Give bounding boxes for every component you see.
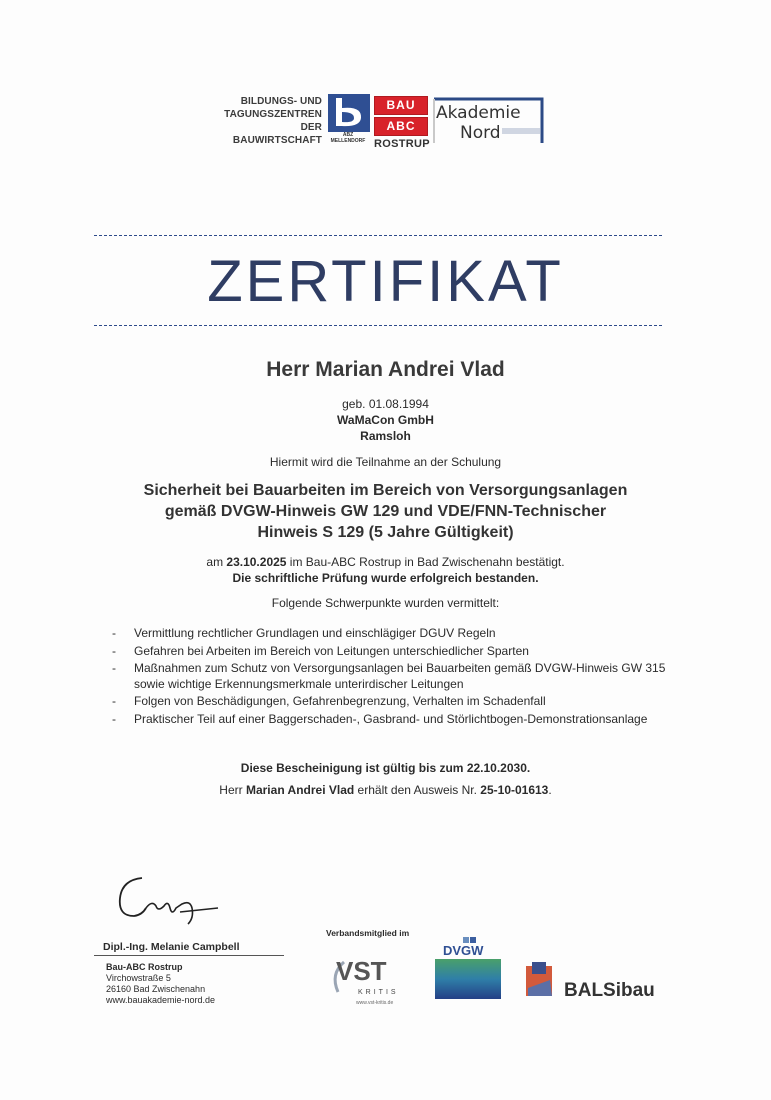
ausweis-line [0, 783, 771, 797]
organization-text [222, 95, 322, 147]
akademie-nord-logo [432, 97, 544, 145]
org-line-1: BILDUNGS- UND [240, 96, 322, 107]
vst-sub-text: KRITIS [358, 989, 399, 996]
course-line-2: gemäß DVGW-Hinweis GW 129 und VDE/FNN-Technischer [164, 503, 607, 520]
course-title [0, 480, 771, 543]
bals-text: BALSibau [564, 980, 655, 1000]
certificate-title: ZERTIFIKAT [207, 249, 564, 314]
bullet-dash: - [112, 626, 116, 640]
dvgw-text: DVGW [443, 943, 484, 958]
birth-date: geb. 01.08.1994 [342, 397, 429, 411]
course-line-1: Sicherheit bei Bauarbeiten im Bereich von Versorgungsanlagen [143, 482, 628, 499]
date-suffix: im Bau-ABC Rostrup in Bad Zwischenahn bestätigt. [286, 555, 565, 569]
ausweis-middle: erhält den Ausweis Nr. [354, 783, 481, 797]
vst-kritis-logo [326, 944, 416, 1008]
ausweis-name: Marian Andrei Vlad [245, 783, 355, 797]
abz-caption-line-2: MELLENDORF [330, 138, 366, 144]
company-name: WaMaCon GmbH [337, 413, 434, 427]
intro-text: Hiermit wird die Teilnahme an der Schulung [269, 455, 502, 469]
date-prefix: am [206, 555, 227, 569]
abz-caption [322, 132, 374, 144]
bullet-dash: - [112, 694, 116, 708]
participant-name: Herr Marian Andrei Vlad [266, 358, 505, 381]
ausweis-number: 25-10-01613 [480, 783, 549, 797]
org-line-3: DER BAUWIRTSCHAFT [232, 122, 322, 146]
signature-icon [112, 868, 222, 930]
date-line [0, 555, 771, 569]
validity-note: Diese Bescheinigung ist gültig bis zum 22.10.2030. [240, 761, 531, 775]
list-item-text: Vermittlung rechtlicher Grundlagen und einschlägiger DGUV Regeln [134, 626, 496, 640]
nord-label: Nord [460, 123, 501, 143]
city-name: Ramsloh [360, 429, 411, 443]
list-item [112, 644, 672, 660]
bullet-dash: - [112, 711, 116, 726]
bullet-dash: - [112, 643, 116, 658]
list-item-text: Praktischer Teil auf einer Baggerschaden-, Gasbrand- und Störlichtbogen-Demonstrationsanlage [134, 711, 648, 726]
address-web: www.bauakademie-nord.de [106, 995, 216, 1005]
abc-box: ABC [374, 117, 428, 136]
focus-list [112, 626, 672, 729]
address-block [106, 962, 215, 1006]
top-divider [94, 235, 662, 237]
rostrup-label: ROSTRUP [374, 138, 430, 150]
signature-line [94, 955, 284, 956]
list-item [112, 626, 672, 642]
ausweis-suffix: . [548, 783, 552, 797]
address-city: 26160 Bad Zwischenahn [106, 984, 206, 994]
address-name: Bau-ABC Rostrup [106, 962, 183, 972]
list-item [112, 661, 672, 692]
abz-caption-line-1: ABZ [342, 132, 354, 138]
exam-result: Die schriftliche Prüfung wurde erfolgreich bestanden. [232, 571, 539, 585]
bau-abc-logo [374, 96, 428, 150]
vst-web-text: www.vst-kritis.de [356, 1000, 394, 1006]
address-street: Virchowstraße 5 [106, 973, 171, 983]
course-line-3: Hinweis S 129 (5 Jahre Gültigkeit) [257, 524, 514, 541]
vst-text: VST [336, 956, 387, 986]
org-line-2: TAGUNGSZENTREN [224, 109, 322, 120]
dvgw-logo [433, 937, 503, 1001]
course-date: 23.10.2025 [226, 555, 287, 569]
list-item-text: Maßnahmen zum Schutz von Versorgungsanlagen bei Bauarbeiten gemäß DVGW-Hinweis GW 315 sowie wichtige Erkennungsmerkmale unterirdischer Leitungen [134, 661, 666, 691]
balsibau-logo [522, 960, 672, 1000]
list-item-text: Folgen von Beschädigungen, Gefahrenbegrenzung, Verhalten im Schadenfall [134, 694, 546, 708]
list-item-text: Gefahren bei Arbeiten im Bereich von Leitungen unterschiedlicher Sparten [134, 643, 529, 658]
akademie-label: Akademie [436, 103, 521, 123]
bau-box: BAU [374, 96, 428, 115]
focus-intro: Folgende Schwerpunkte wurden vermittelt: [271, 596, 500, 610]
bullet-dash: - [112, 661, 116, 675]
membership-label: Verbandsmitglied im [326, 928, 410, 938]
ausweis-prefix: Herr [219, 783, 246, 797]
list-item [112, 694, 672, 710]
title-divider [94, 325, 662, 327]
signer-name: Dipl.-Ing. Melanie Campbell [103, 941, 240, 953]
list-item [112, 712, 672, 728]
